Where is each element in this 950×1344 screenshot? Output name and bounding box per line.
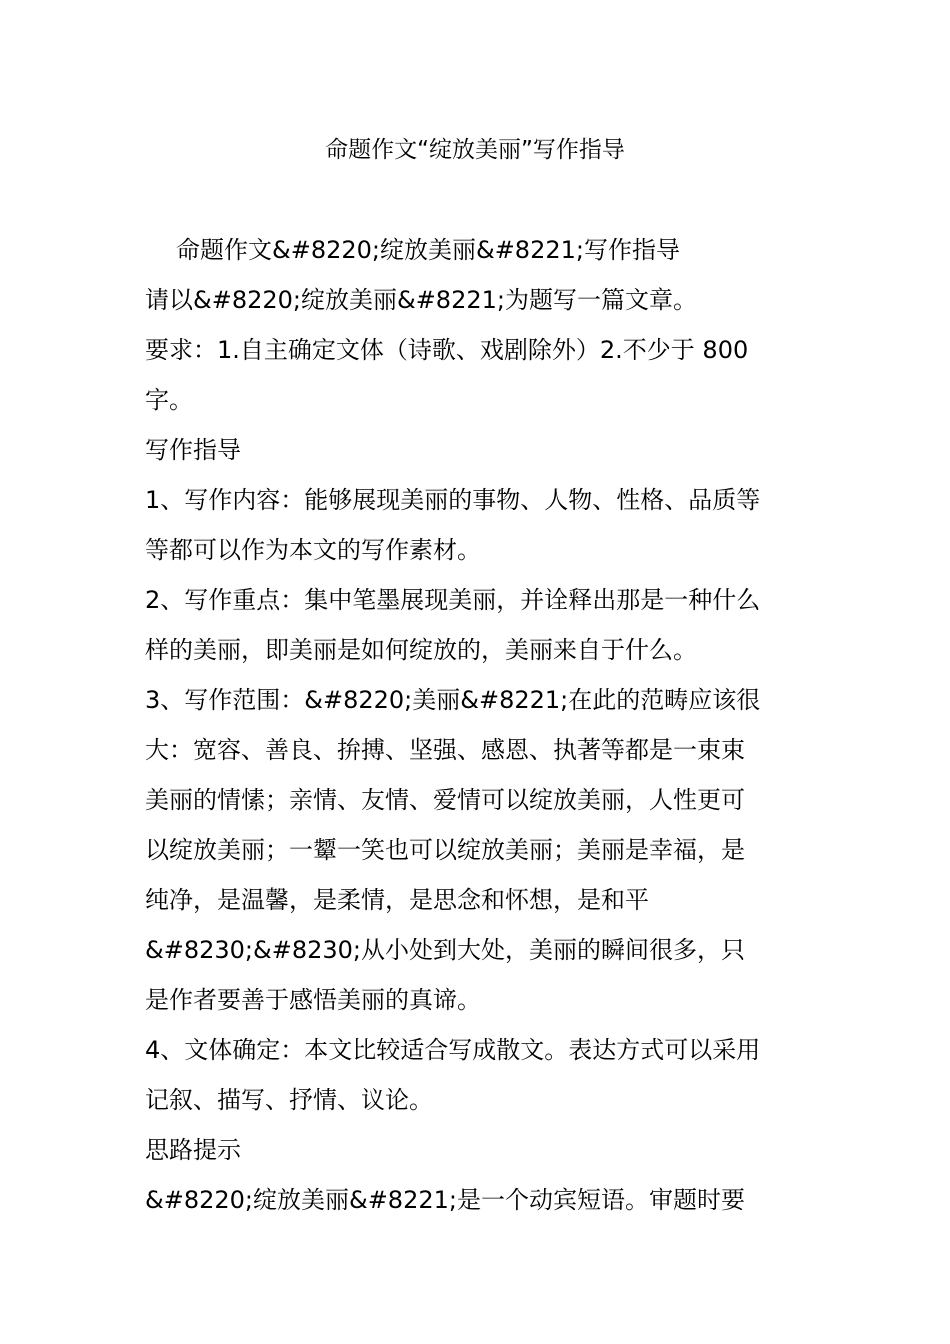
section-heading: 思路提示 [145, 1136, 241, 1164]
paragraph-line: 1、写作内容：能够展现美丽的事物、人物、性格、品质等 [145, 486, 761, 514]
paragraph-line: 纯净，是温馨，是柔情，是思念和怀想，是和平 [145, 886, 649, 914]
paragraph-line: 要求：1.自主确定文体（诗歌、戏剧除外）2.不少于 800 [145, 336, 749, 364]
paragraph-line: &#8220;绽放美丽&#8221;是一个动宾短语。审题时要 [145, 1186, 745, 1214]
paragraph-line: &#8230;&#8230;从小处到大处，美丽的瞬间很多，只 [145, 936, 745, 964]
paragraph-line: 3、写作范围：&#8220;美丽&#8221;在此的范畴应该很 [145, 686, 761, 714]
paragraph-line: 字。 [145, 386, 193, 414]
paragraph-line: 记叙、描写、抒情、议论。 [145, 1086, 433, 1114]
paragraph-line: 大：宽容、善良、拚搏、坚强、感恩、执著等都是一束束 [145, 736, 745, 764]
paragraph-line: 以绽放美丽；一颦一笑也可以绽放美丽；美丽是幸福，是 [145, 836, 745, 864]
paragraph-line: 美丽的情愫；亲情、友情、爱情可以绽放美丽，人性更可 [145, 786, 745, 814]
paragraph-line: 样的美丽，即美丽是如何绽放的，美丽来自于什么。 [145, 636, 697, 664]
paragraph-line: 命题作文&#8220;绽放美丽&#8221;写作指导 [176, 236, 680, 264]
paragraph-line: 2、写作重点：集中笔墨展现美丽，并诠释出那是一种什么 [145, 586, 761, 614]
document-title: 命题作文“绽放美丽”写作指导 [325, 137, 625, 163]
paragraph-line: 等都可以作为本文的写作素材。 [145, 536, 481, 564]
section-heading: 写作指导 [145, 436, 241, 464]
paragraph-line: 请以&#8220;绽放美丽&#8221;为题写一篇文章。 [145, 286, 697, 314]
paragraph-line: 是作者要善于感悟美丽的真谛。 [145, 986, 481, 1014]
paragraph-line: 4、文体确定：本文比较适合写成散文。表达方式可以采用 [145, 1036, 761, 1064]
